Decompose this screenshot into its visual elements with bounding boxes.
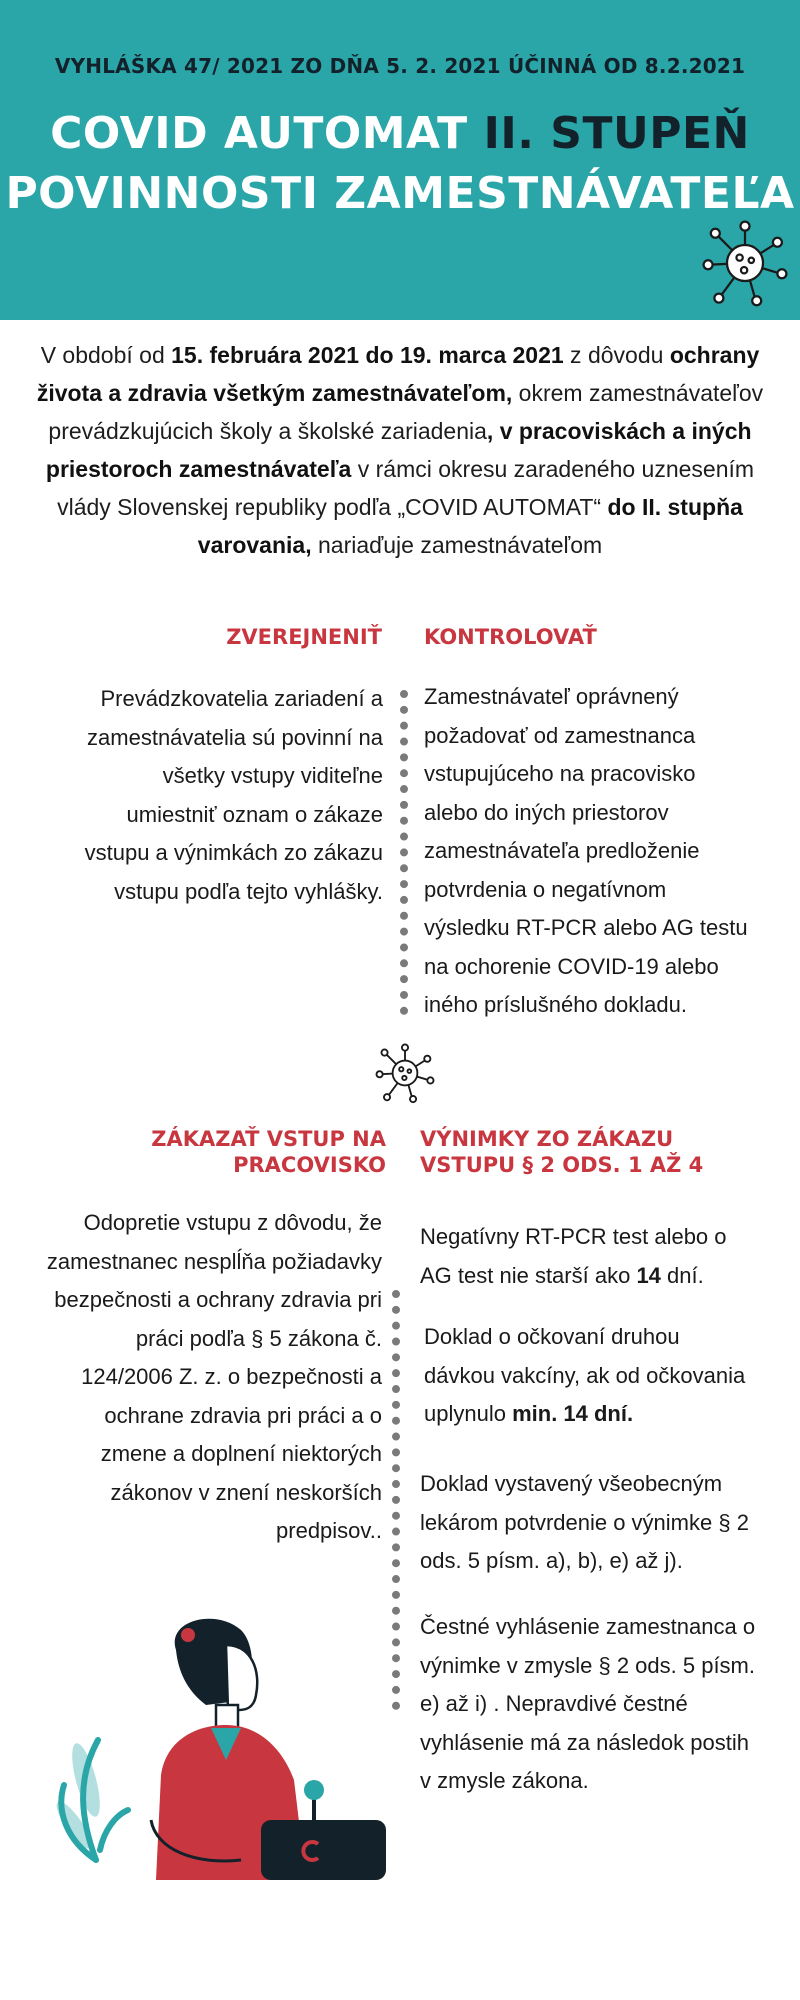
dotted-divider [392,1290,400,1710]
intro-text: v rámci okresu zaradeného uznesením vlády Slovenskej republiky podľa „COVID AUTOMAT“ [57,456,755,520]
intro-workplaces: , v pracoviskách a iných priestoroch zamestnávateľa [45,418,752,482]
page-title-line2: POVINNOSTI ZAMESTNÁVATEĽA [5,168,795,219]
heading-zverejnit: ZVEREJNENIŤ [226,625,382,649]
vynimka-item-1: Negatívny RT-PCR test alebo o AG test nie starší ako 14 dní. [420,1224,727,1288]
intro-dates: 15. februára 2021 do 19. marca 2021 [171,342,564,368]
title-part1: COVID AUTOMAT [50,108,484,159]
title-part2: II. STUPEŇ [483,108,750,159]
intro-text: V období od [40,342,172,368]
zakazat-text: Odopretie vstupu z dôvodu, že zamestnanec nesplĺňa požiadavky bezpečnosti a ochrany zdravia pri práci podľa § 5 zákona č. 124/2006 Z. z. o bezpečnosti a ochrane zdravia pri práci a o zmene a doplnení niektorých zákonov v znení neskorších predpisov.. [46,1210,382,1543]
heading-kontrolovat: KONTROLOVAŤ [424,625,597,649]
heading-vynimky-line2: VSTUPU § 2 ODS. 1 AŽ 4 [420,1153,704,1177]
heading-vynimky [420,1126,750,1178]
intro-text: nariaďuje zamestnávateľom [311,532,603,558]
kontrolovat-text: Zamestnávateľ oprávnený požadovať od zamestnanca vstupujúceho na pracovisko alebo do iných priestorov zamestnávateľa predloženie potvrdenia o negatívnom výsledku RT-PCR alebo AG testu na ochorenie COVID-19 alebo iného príslušného dokladu. [424,684,748,1017]
intro-paragraph [36,336,764,564]
vynimka-item-2: Doklad o očkovaní druhou dávkou vakcíny, ak od očkovania uplynulo min. 14 dní. [424,1324,746,1426]
heading-vynimky-line1: VÝNIMKY ZO ZÁKAZU [420,1127,674,1151]
dotted-divider [400,690,408,1015]
intro-text: z dôvodu [563,342,670,368]
zverejnit-text: Prevádzkovatelia zariadení a zamestnávatelia sú povinní na všetky vstupy viditeľne umiestniť oznam o zákaze vstupu a výnimkách zo zákazu vstupu podľa tejto vyhlášky. [84,686,383,904]
vynimka-item-3: Doklad vystavený všeobecným lekárom potvrdenie o výnimke § 2 ods. 5 písm. a), b), e) až j). [420,1471,749,1573]
virus-icon [374,1042,436,1104]
decree-subtitle: VYHLÁŠKA 47/ 2021 ZO DŇA 5. 2. 2021 ÚČINNÁ OD 8.2.2021 [54,54,746,78]
heading-zakazat-line2: PRACOVISKO [233,1153,386,1177]
vynimka-item-4: Čestné vyhlásenie zamestnanca o výnimke v zmysle § 2 ods. 5 písm. e) až i) . Nepravdivé čestné vyhlásenie má za následok postih v zmysle zákona. [420,1614,756,1793]
heading-zakazat [150,1126,386,1178]
header-banner [0,0,800,320]
heading-zakazat-line1: ZÁKAZAŤ VSTUP NA [151,1127,386,1151]
intro-protection: ochrany života a zdravia všetkým zamestnávateľom, [36,342,760,406]
woman-at-desk-illustration [56,1610,386,1880]
virus-icon [700,218,790,308]
intro-text: okrem zamestnávateľov prevádzkujúcich školy a školské zariadenia [48,380,764,444]
intro-level: do II. stupňa varovania, [197,494,743,558]
page-title-line1 [0,108,800,159]
